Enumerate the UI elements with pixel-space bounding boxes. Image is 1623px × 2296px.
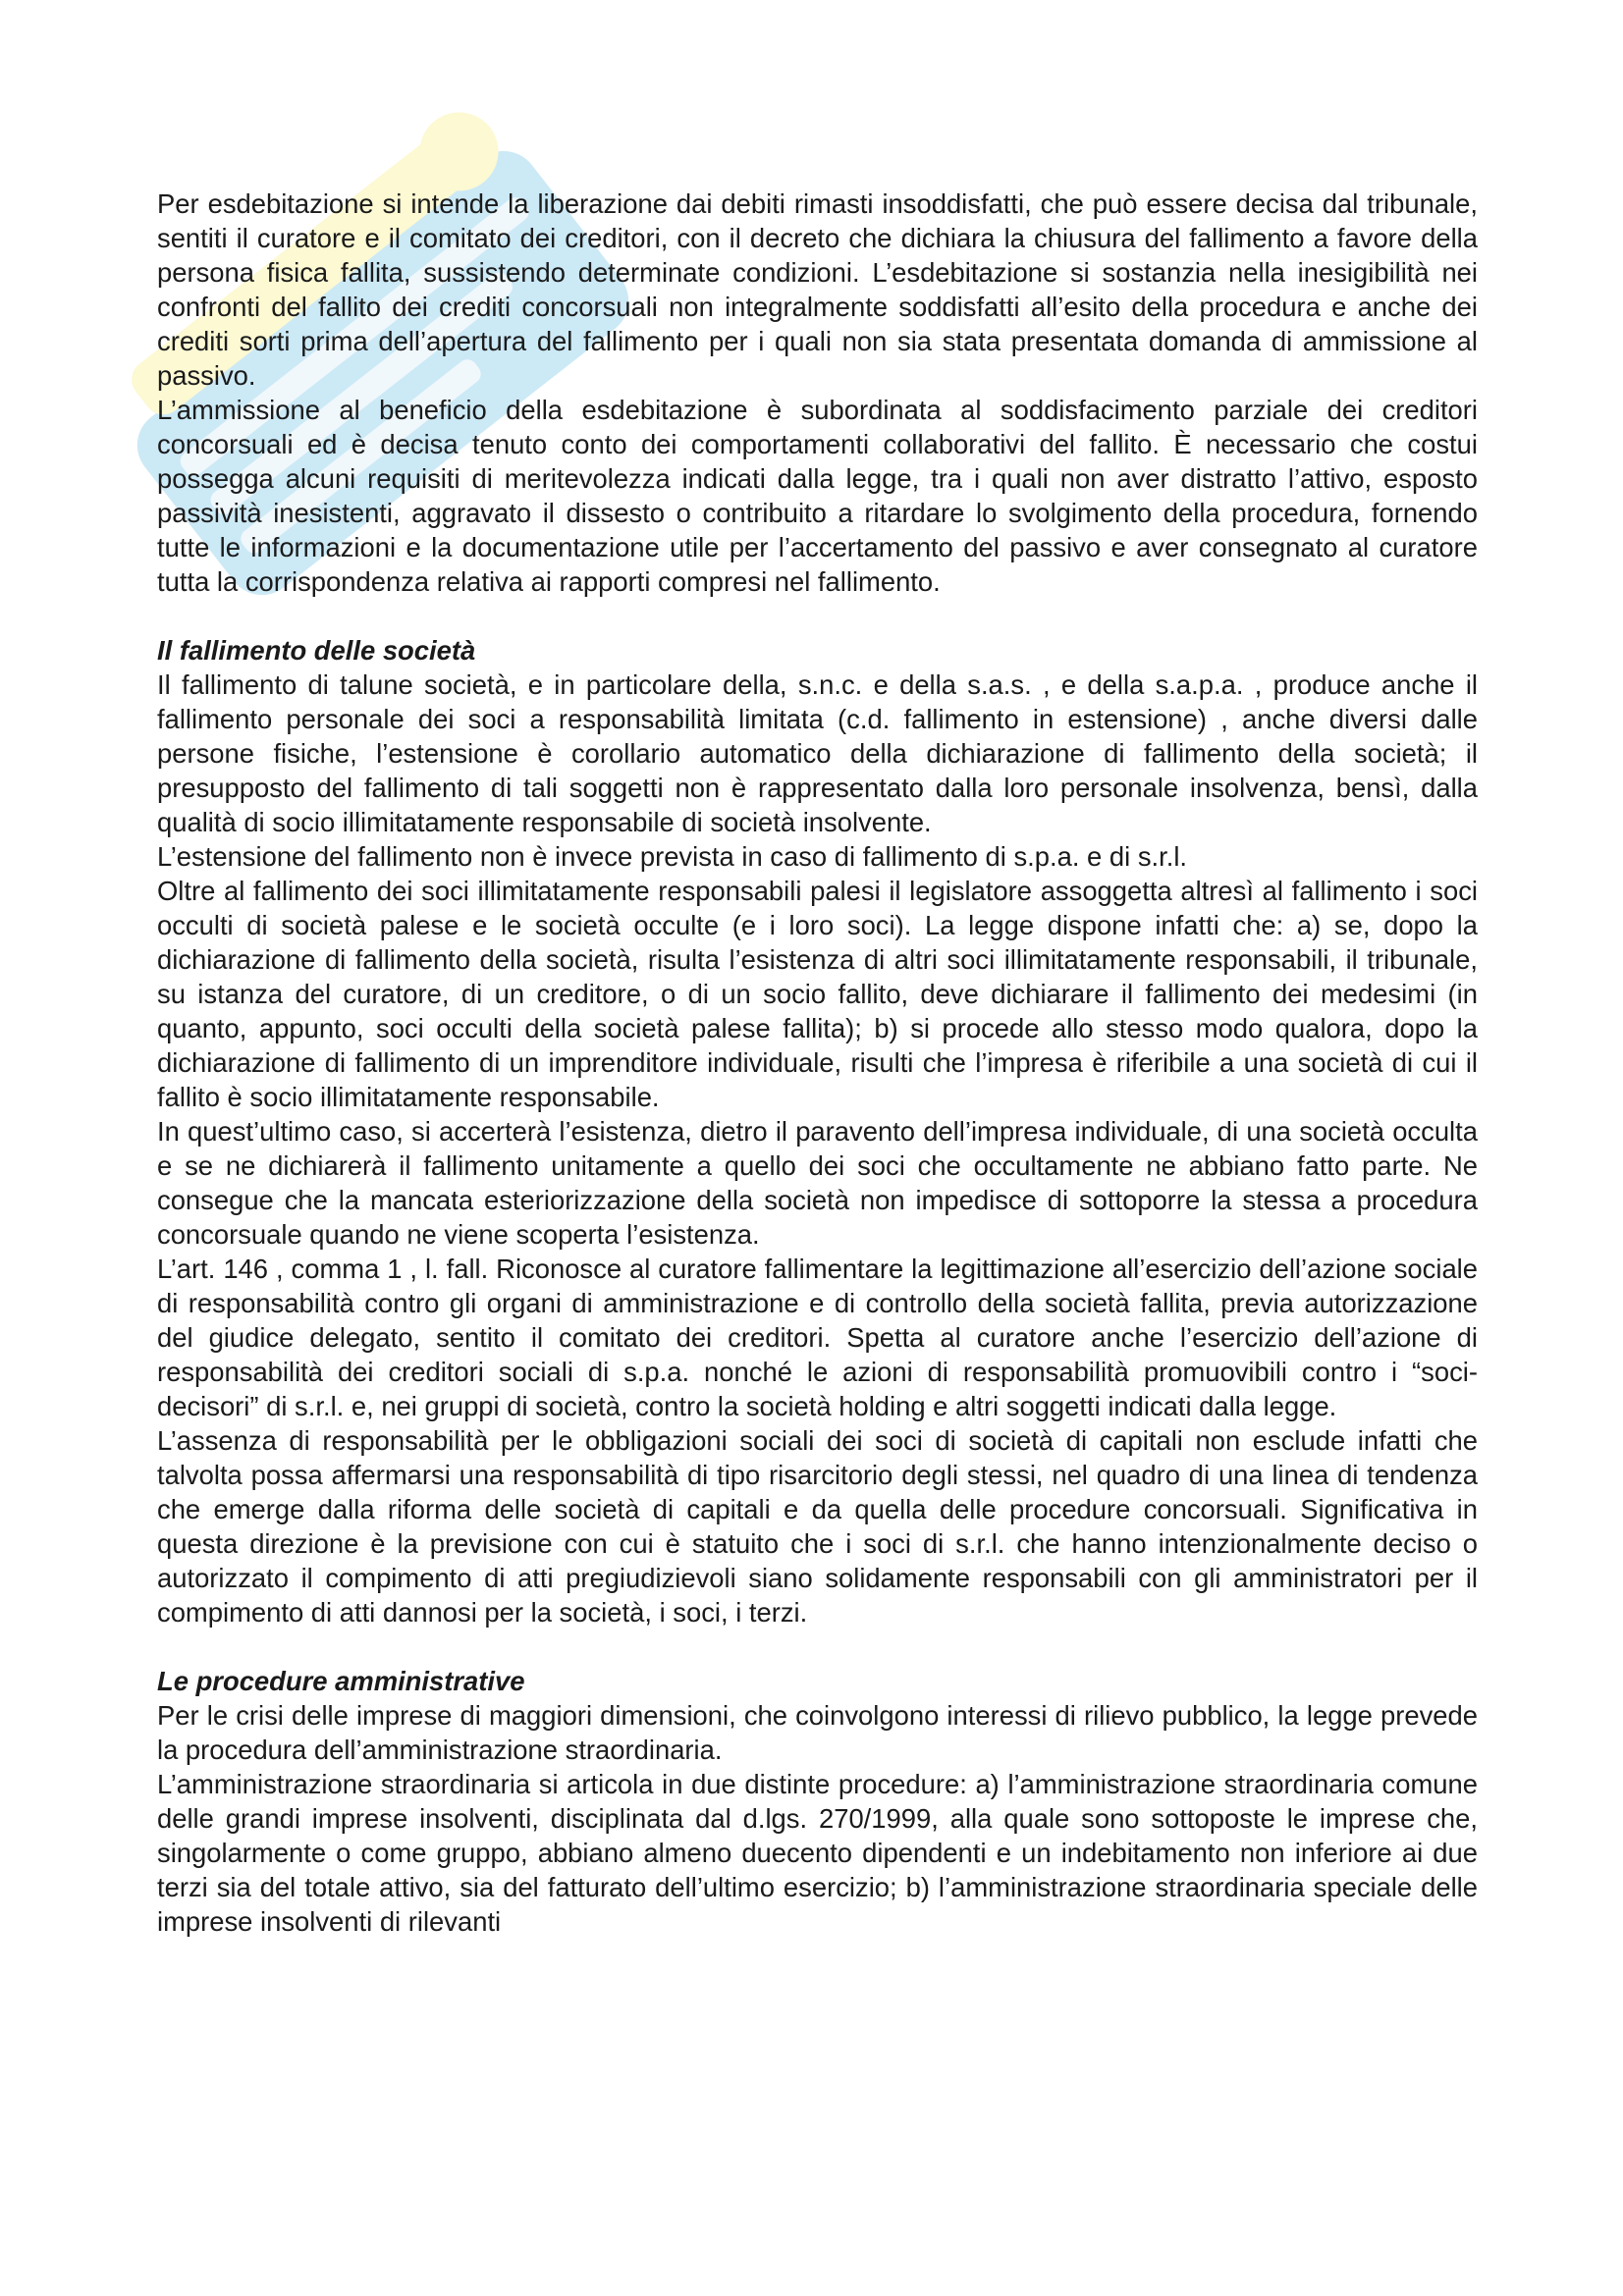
section-heading: Le procedure amministrative — [157, 1666, 525, 1696]
section-gap — [157, 1629, 1478, 1664]
section-heading: Il fallimento delle società — [157, 635, 476, 666]
document-page — [157, 187, 1478, 1939]
section-fallimento-societa — [157, 633, 1478, 1629]
paragraph: Per esdebitazione si intende la liberazione dai debiti rimasti insoddisfatti, che può essere decisa dal tribunale, sentiti il curatore e il comitato dei creditori, con il decreto che dichiara la chiusura del fallimento a favore della persona fisica fallita, sussistendo determinate condizioni. L’esdebitazione si sostanzia nella inesigibilità nei confronti del fallito dei crediti concorsuali non integralmente soddisfatti all’esito della procedura e anche dei crediti sorti prima dell’apertura del fallimento per i quali non sia stata presentata domanda di ammissione al passivo. — [157, 188, 1478, 391]
paragraph: L’art. 146 , comma 1 , l. fall. Riconosce al curatore fallimentare la legittimazione all’esercizio dell’azione sociale di responsabilità contro gli organi di amministrazione e di controllo della società fallita, previa autorizzazione del giudice delegato, sentito il comitato dei creditori. Spetta al curatore anche l’esercizio dell’azione di responsabilità dei creditori sociali di s.p.a. nonché le azioni di responsabilità promuovibili contro i “soci-decisori” di s.r.l. e, nei gruppi di società, contro la società holding e altri soggetti indicati dalla legge. — [157, 1254, 1478, 1421]
paragraph: L’ammissione al beneficio della esdebitazione è subordinata al soddisfacimento parziale dei creditori concorsuali ed è decisa tenuto conto dei comportamenti collaborativi del fallito. È necessario che costui possegga alcuni requisiti di meritevolezza indicati dalla legge, tra i quali non aver distratto l’attivo, esposto passività inesistenti, aggravato il dissesto o contribuito a ritardare lo svolgimento della procedura, fornendo tutte le informazioni e la documentazione utile per l’accertamento del passivo e aver consegnato al curatore tutta la corrispondenza relativa ai rapporti compresi nel fallimento. — [157, 395, 1478, 597]
paragraph: Per le crisi delle imprese di maggiori dimensioni, che coinvolgono interessi di rilievo pubblico, la legge prevede la procedura dell’amministrazione straordinaria. — [157, 1700, 1478, 1765]
paragraph: L’assenza di responsabilità per le obbligazioni sociali dei soci di società di capitali non esclude infatti che talvolta possa affermarsi una responsabilità di tipo risarcitorio degli stessi, nel quadro di una linea di tendenza che emerge dalla riforma delle società di capitali e da quella delle procedure concorsuali. Significativa in questa direzione è la previsione con cui è statuito che i soci di s.r.l. che hanno intenzionalmente deciso o autorizzato il compimento di atti pregiudizievoli siano solidamente responsabili con gli amministratori per il compimento di atti dannosi per la società, i soci, i terzi. — [157, 1425, 1478, 1628]
section-procedure-amministrative — [157, 1664, 1478, 1939]
section-gap — [157, 599, 1478, 633]
paragraph: L’amministrazione straordinaria si articola in due distinte procedure: a) l’amministrazione straordinaria comune delle grandi imprese insolventi, disciplinata dal d.lgs. 270/1999, alla quale sono sottoposte le imprese che, singolarmente o come gruppo, abbiano almeno duecento dipendenti e un indebitamento non inferiore ai due terzi sia del totale attivo, sia del fatturato dell’ultimo esercizio; b) l’amministrazione straordinaria speciale delle imprese insolventi di rilevanti — [157, 1769, 1478, 1937]
paragraph: Oltre al fallimento dei soci illimitatamente responsabili palesi il legislatore assoggetta altresì al fallimento i soci occulti di società palese e le società occulte (e i loro soci). La legge dispone infatti che: a) se, dopo la dichiarazione di fallimento della società, risulta l’esistenza di altri soci illimitatamente responsabili, il tribunale, su istanza del curatore, di un creditore, o di un socio fallito, deve dichiarare il fallimento dei medesimi (in quanto, appunto, soci occulti della società palese fallita); b) si procede allo stesso modo qualora, dopo la dichiarazione di fallimento di un imprenditore individuale, risulti che l’impresa è riferibile a una società di cui il fallito è socio illimitatamente responsabile. — [157, 876, 1478, 1112]
paragraph: L’estensione del fallimento non è invece prevista in caso di fallimento di s.p.a. e di s.r.l. — [157, 841, 1188, 872]
section-intro — [157, 187, 1478, 599]
paragraph: In quest’ultimo caso, si accerterà l’esistenza, dietro il paravento dell’impresa individuale, di una società occulta e se ne dichiarerà il fallimento unitamente a quello dei soci che occultamente ne abbiano fatto parte. Ne consegue che la mancata esteriorizzazione della società non impedisce di sottoporre la stessa a procedura concorsuale quando ne viene scoperta l’esistenza. — [157, 1116, 1478, 1250]
paragraph: Il fallimento di talune società, e in particolare della, s.n.c. e della s.a.s. , e della s.a.p.a. , produce anche il fallimento personale dei soci a responsabilità limitata (c.d. fallimento in estensione) , anche diversi dalle persone fisiche, l’estensione è corollario automatico della dichiarazione di fallimento della società; il presupposto del fallimento di tali soggetti non è rappresentato dalla loro personale insolvenza, bensì, dalla qualità di socio illimitatamente responsabile di società insolvente. — [157, 669, 1478, 837]
